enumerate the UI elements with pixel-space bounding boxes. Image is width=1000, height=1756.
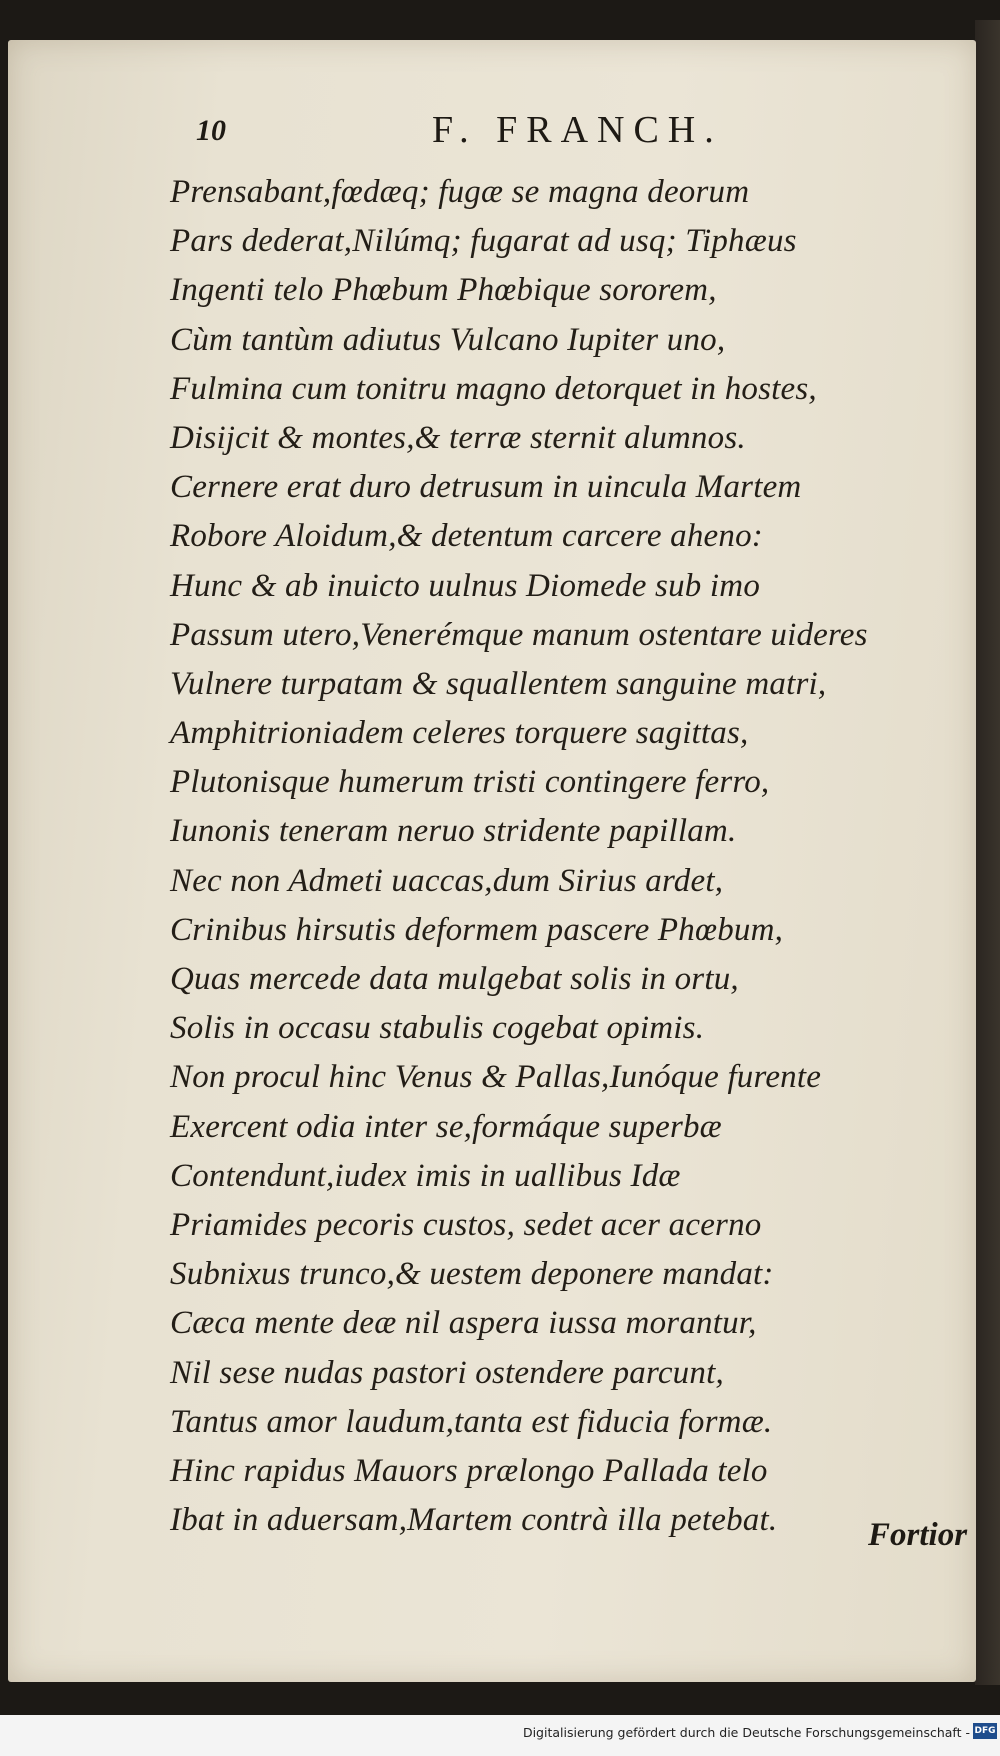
verse-line: Hinc rapidus Mauors prælongo Pallada telo xyxy=(170,1452,768,1489)
verse-line: Iunonis teneram neruo stridente papillam. xyxy=(170,813,737,850)
verse-line: Subnixus trunco,& uestem deponere mandat: xyxy=(170,1256,774,1293)
funding-credit: Digitalisierung gefördert durch die Deutsche Forschungsgemeinschaft - xyxy=(522,1725,970,1740)
dfg-logo: DFG xyxy=(973,1723,997,1739)
verse-block xyxy=(170,168,960,1545)
verse-line: Non procul hinc Venus & Pallas,Iunóque furente xyxy=(170,1059,822,1096)
verse-line: Vulnere turpatam & squallentem sanguine matri, xyxy=(170,665,827,702)
verse-line: Cæca mente deæ nil aspera iussa morantur, xyxy=(170,1305,757,1342)
verse-line: Cernere erat duro detrusum in uincula Martem xyxy=(170,469,802,506)
running-title: F. FRANCH. xyxy=(432,109,723,151)
page-number: 10 xyxy=(196,114,226,147)
verse-line: Crinibus hirsutis deformem pascere Phœbum, xyxy=(170,911,784,948)
verse-line: Ingenti telo Phœbum Phœbique sororem, xyxy=(170,272,717,309)
verse-line: Disijcit & montes,& terræ sternit alumnos. xyxy=(170,419,746,456)
verse-line: Contendunt,iudex imis in uallibus Idæ xyxy=(170,1157,681,1194)
verse-line: Plutonisque humerum tristi contingere ferro, xyxy=(170,764,770,801)
verse-line: Quas mercede data mulgebat solis in ortu, xyxy=(170,961,739,997)
verse-line: Exercent odia inter se,formáque superbæ xyxy=(170,1108,722,1145)
verse-line: Nil sese nudas pastori ostendere parcunt, xyxy=(170,1354,724,1391)
verse-line: Pars dederat,Nilúmq; fugarat ad usq; Tiphæus xyxy=(170,223,797,260)
verse-line: Hunc & ab inuicto uulnus Diomede sub imo xyxy=(170,567,761,604)
verse-line: Cùm tantùm adiutus Vulcano Iupiter uno, xyxy=(170,321,726,358)
verse-line: Amphitrioniadem celeres torquere sagittas, xyxy=(170,715,749,752)
verse-line: Robore Aloidum,& detentum carcere aheno: xyxy=(170,518,763,555)
verse-line: Prensabant,fœdæq; fugæ se magna deorum xyxy=(170,174,750,210)
verse-line: Tantus amor laudum,tanta est fiducia formæ. xyxy=(170,1403,773,1440)
verse-line: Passum utero,Venerémque manum ostentare uideres xyxy=(170,616,868,653)
catchword: Fortior xyxy=(868,1517,968,1553)
book-edge xyxy=(975,20,1000,1685)
verse-line: Nec non Admeti uaccas,dum Sirius ardet, xyxy=(170,862,724,899)
verse-line: Solis in occasu stabulis cogebat opimis. xyxy=(170,1010,705,1047)
running-head xyxy=(170,108,810,156)
footer-strip xyxy=(0,1715,1000,1756)
verse-line: Fulmina cum tonitru magno detorquet in hostes, xyxy=(170,370,817,407)
verse-line: Priamides pecoris custos, sedet acer acerno xyxy=(170,1206,762,1243)
verse-line: Ibat in aduersam,Martem contrà illa petebat. xyxy=(170,1502,778,1539)
